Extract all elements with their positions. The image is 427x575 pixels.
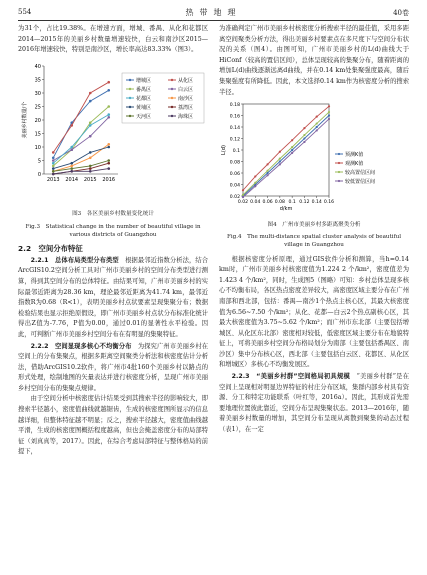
data-point (266, 170, 268, 172)
volume-label: 40卷 (393, 9, 409, 17)
y-tick-label: 10 (34, 144, 41, 151)
data-point (266, 172, 268, 174)
data-point (291, 146, 293, 148)
x-tick-label: 0.08 (274, 200, 285, 206)
y-tick-label: 0.14 (229, 125, 240, 131)
data-point (52, 167, 55, 170)
y-tick-label: 0.12 (229, 137, 240, 143)
data-point (89, 151, 92, 154)
y-tick-label: 35 (34, 77, 41, 84)
subsection-2-2-1-body: 根据最邻近指数分析法，结合ArcGIS10.2空间分析工具对广州市美丽乡村的空间分布类型进行测算，得到其空间分布的总体特征。由结果可知，广州市美丽乡村的实际最邻近距离为28.36 km，理论最邻近距离为41.74 km，最邻近指数R为0.68（R<1），表明美丽乡村点状要素呈现集聚分布；数据检验结果也显示拒绝原假设，即广州市美丽乡村点状分布标准化统计得出Z值为-7.76，P值为0.00，通过0.01的显著性水平检验。因此，可判断广州市美丽乡村空间分布在有明显的集聚特征。 (18, 256, 209, 338)
y-tick-label: 0.1 (232, 148, 240, 154)
data-point (70, 145, 73, 148)
data-point (89, 91, 92, 94)
data-point (316, 130, 318, 132)
series-line (243, 106, 329, 190)
legend-marker (129, 106, 131, 108)
data-point (89, 164, 92, 167)
journal-title: 热带地理 (185, 8, 242, 17)
data-point (52, 151, 55, 154)
data-point (70, 124, 73, 127)
legend-label: 番禺区 (136, 86, 152, 93)
data-point (242, 189, 244, 191)
x-tick-label: 0.16 (323, 200, 335, 206)
legend-label: 较低置信区间 (345, 179, 376, 186)
data-point (328, 105, 330, 107)
data-point (107, 167, 110, 170)
data-point (291, 149, 293, 151)
data-point (279, 151, 281, 153)
legend-marker (171, 97, 173, 99)
legend-label: 观测K值 (345, 161, 364, 168)
legend-marker (338, 162, 340, 164)
data-point (52, 170, 55, 173)
x-tick-label: 0.06 (262, 200, 273, 206)
legend-label: 荔湾区 (178, 104, 194, 111)
data-point (70, 167, 73, 170)
data-point (107, 143, 110, 146)
legend-label: 预测K值 (345, 152, 364, 159)
data-point (328, 115, 330, 117)
page-number: 554 (18, 8, 32, 16)
subsection-2-2-2-body: 为探究广州市美丽乡村在空间上的分布集聚点，根据多距离空间聚类分析法和核密度估计分析法，借助ArcGIS10.2软件，将广州市4批160个美丽乡村以路点的形式处理，绘制地图的矢量表达并进行核密度分析，呈现广州市美丽乡村空间分布的集聚点规律。 (18, 342, 209, 392)
paragraph-kernel-density: 根据核密度分析原理，通过GIS软件分析和测算，当h=0.14 km时，广州市美丽乡村核密度值为1.224 2 个/km²，密度值差为1.423 4 个/km²，同时，生成图5（图略）可知：乡村总体呈现多核心不均衡布局，各区热点密度差异较大，高密度区域主要分布在广州南部和西北部，包括：番禺—南沙1个热点主核心区，其最大核密度值为6.56~7.50 个/km²；从化、花都—白云2个热点副核心区，其最大核密度值为3.75~5.62 个/km²；而广州市东北部（主要包括增城区、从化区东北部）密度相对较低，低密度区域主要分布在地貌特征上，可将美丽乡村空间分布格局划分为南部（主要包括番禺区、南沙区）集中分布核心区，西北部（主要包括白云区、花都区、从化区和增城区）多核心不均衡发展区。 (219, 255, 409, 369)
data-point (107, 89, 110, 92)
legend-marker (129, 97, 131, 99)
series-line (53, 90, 109, 158)
data-point (254, 176, 256, 178)
legend-label: 海珠区 (178, 113, 194, 120)
data-point (89, 170, 92, 173)
figure-3-caption-en: Fig.3 Statistical change in the number of beautiful village in various districts of Guangzhou (25, 223, 201, 238)
legend-marker (129, 115, 131, 117)
y-tick-label: 30 (34, 90, 41, 97)
data-point (107, 116, 110, 119)
data-point (107, 105, 110, 108)
data-point (303, 141, 305, 143)
legend-marker (171, 88, 173, 90)
data-point (316, 126, 318, 128)
data-point (70, 148, 73, 151)
figure-4-caption-en: Fig.4 The multi-distance spatial cluster analysis of beautiful village in Guangzhou (226, 234, 402, 248)
legend-label: 增城区 (136, 77, 152, 84)
figure-4-line-chart (219, 98, 409, 216)
data-point (89, 156, 92, 159)
y-tick-label: 0.06 (229, 171, 240, 177)
subsection-2-2-3 (219, 372, 409, 436)
legend-marker (171, 115, 173, 117)
x-tick-label: 0.14 (311, 200, 322, 206)
data-point (266, 174, 268, 176)
legend-marker (129, 88, 131, 90)
data-point (328, 118, 330, 120)
data-point (89, 121, 92, 124)
legend-label: 较高置信区间 (345, 170, 376, 177)
data-point (254, 185, 256, 187)
legend-marker (171, 79, 173, 81)
legend-marker (338, 171, 340, 173)
legend-marker (129, 79, 131, 81)
left-column (18, 24, 208, 458)
subsection-2-2-2 (18, 342, 208, 395)
data-point (242, 196, 244, 198)
series-line (53, 117, 109, 160)
data-point (316, 116, 318, 118)
data-point (279, 163, 281, 165)
data-point (52, 172, 55, 175)
legend-label: 花都区 (136, 95, 152, 102)
legend-label: 黄埔区 (136, 104, 152, 111)
y-tick-label: 40 (34, 63, 41, 70)
data-point (266, 163, 268, 165)
legend-marker (171, 106, 173, 108)
y-tick-label: 0.16 (229, 114, 240, 120)
data-point (52, 159, 55, 162)
data-point (107, 81, 110, 84)
legend-label: 从化区 (178, 77, 194, 84)
data-point (303, 127, 305, 129)
x-tick-label: 0.02 (237, 200, 249, 206)
data-point (89, 167, 92, 170)
data-point (328, 111, 330, 113)
x-tick-label: 0.1 (288, 200, 296, 206)
data-point (279, 161, 281, 163)
x-tick-label: 2013 (46, 176, 60, 183)
data-point (52, 164, 55, 167)
data-point (107, 162, 110, 165)
y-tick-label: 5 (37, 158, 41, 165)
paragraph-top: 为31个，占比19.38%。在增速方面，增城、番禺、从化和花都区2014—2015年的美丽乡村数量增速较快，白云和南沙区2015—2016年增速较快，特别是南沙区，增长率高达83.33%（图3）。 (18, 25, 208, 54)
y-tick-label: 0.08 (229, 160, 240, 166)
data-point (107, 113, 110, 116)
running-header (18, 6, 409, 21)
data-point (242, 194, 244, 196)
y-tick-label: 25 (34, 104, 41, 111)
y-tick-label: 0.02 (229, 194, 240, 200)
data-point (89, 135, 92, 138)
y-axis-label: L(d) (221, 145, 227, 156)
y-tick-label: 20 (34, 117, 41, 124)
paragraph-multidistance: 为准确判定广州市美丽乡村核密度分析搜索半径的最佳值，采用多距离空间聚类分析方法，得出美丽乡村要素点在多尺度下与空间分布状况的关系（图4）。由图可知，广州市美丽乡村的L(d)曲线大于HiConf（较高的置信区间），总体呈现较高的集聚分布，随着距离的增加L(d)曲线逐渐远离d曲线，并在0.14 km处集聚强度最高，随后集聚强度有所降低。因此，本文选择0.14 km作为核密度分析的搜索半径。 (219, 25, 409, 96)
paragraph-bandwidth: 由于空间分析中核密度估计结果受到其搜索半径的影响较大，即搜索半径越小，密度值曲线就越锯齿，生成的核密度图所显示的信息越详细，但整体特征越不明显；反之，搜索半径越大，密度值曲线越平滑，生成的核密度图概括程度越高，但也会掩盖密度分布的局部特征（刘真真等，2017）。因此，在综合考虑局部特征与整体格局的前提下， (18, 395, 208, 456)
data-point (52, 156, 55, 159)
series-line (53, 168, 109, 173)
data-point (316, 123, 318, 125)
legend-marker (338, 180, 340, 182)
y-tick-label: 15 (34, 131, 41, 138)
data-point (70, 164, 73, 167)
subsection-2-2-1 (18, 256, 208, 341)
y-axis-label: 美丽乡村数量/个 (22, 101, 28, 139)
right-column (219, 24, 409, 436)
section-title: 2.2 空间分布特征 (18, 244, 83, 254)
legend-label: 南沙区 (178, 95, 194, 102)
data-point (291, 152, 293, 154)
figure-4-caption-cn: 图4 广州市美丽乡村多距离聚类分析 (267, 221, 361, 228)
figure-3-caption-cn: 图3 各区美丽乡村数量变化统计 (72, 211, 154, 218)
legend-marker (338, 153, 340, 155)
data-point (303, 138, 305, 140)
subsection-2-2-1-heading: 2.2.1 总体布局类型分布类型 (30, 256, 119, 264)
subsection-2-2-3-heading: 2.2.3 “美丽乡村群”空间格局初具规模 (231, 373, 351, 381)
figure-3-line-chart (18, 56, 208, 206)
data-point (70, 170, 73, 173)
subsection-2-2-2-heading: 2.2.2 空间显现多核心不均衡分布 (30, 342, 132, 350)
x-tick-label: 2014 (65, 176, 79, 183)
x-tick-label: 2015 (83, 176, 97, 183)
data-point (107, 145, 110, 148)
data-point (279, 158, 281, 160)
data-point (254, 182, 256, 184)
data-point (291, 139, 293, 141)
y-tick-label: 0.04 (229, 183, 240, 189)
x-axis-label: d/km (279, 206, 293, 213)
data-point (89, 100, 92, 103)
data-point (52, 162, 55, 165)
legend-label: 白云区 (178, 86, 194, 93)
data-point (107, 159, 110, 162)
x-tick-label: 0.04 (250, 200, 261, 206)
x-tick-label: 2016 (102, 176, 116, 183)
y-tick-label: 0 (37, 171, 41, 178)
legend-label: 天河区 (136, 113, 152, 120)
x-tick-label: 0.12 (299, 200, 310, 206)
data-point (303, 134, 305, 136)
series-line (53, 114, 109, 163)
data-point (89, 124, 92, 127)
y-tick-label: 0.18 (229, 102, 240, 108)
data-point (70, 162, 73, 165)
subsection-2-2-3-body: “美丽乡村群”是在空间上呈现相对明显边界特征的村庄分布区域，集群内部乡村具有资源、分工和特定功能联系（叶红等，2016a）。因此，其形成首先需要地理位置彼此靠近，空间分布呈现集聚状态。2013—2016年，随着美丽乡村数量的增加，其空间分布呈现从离散到聚集的动态过程（表1），在一定 (219, 373, 409, 434)
